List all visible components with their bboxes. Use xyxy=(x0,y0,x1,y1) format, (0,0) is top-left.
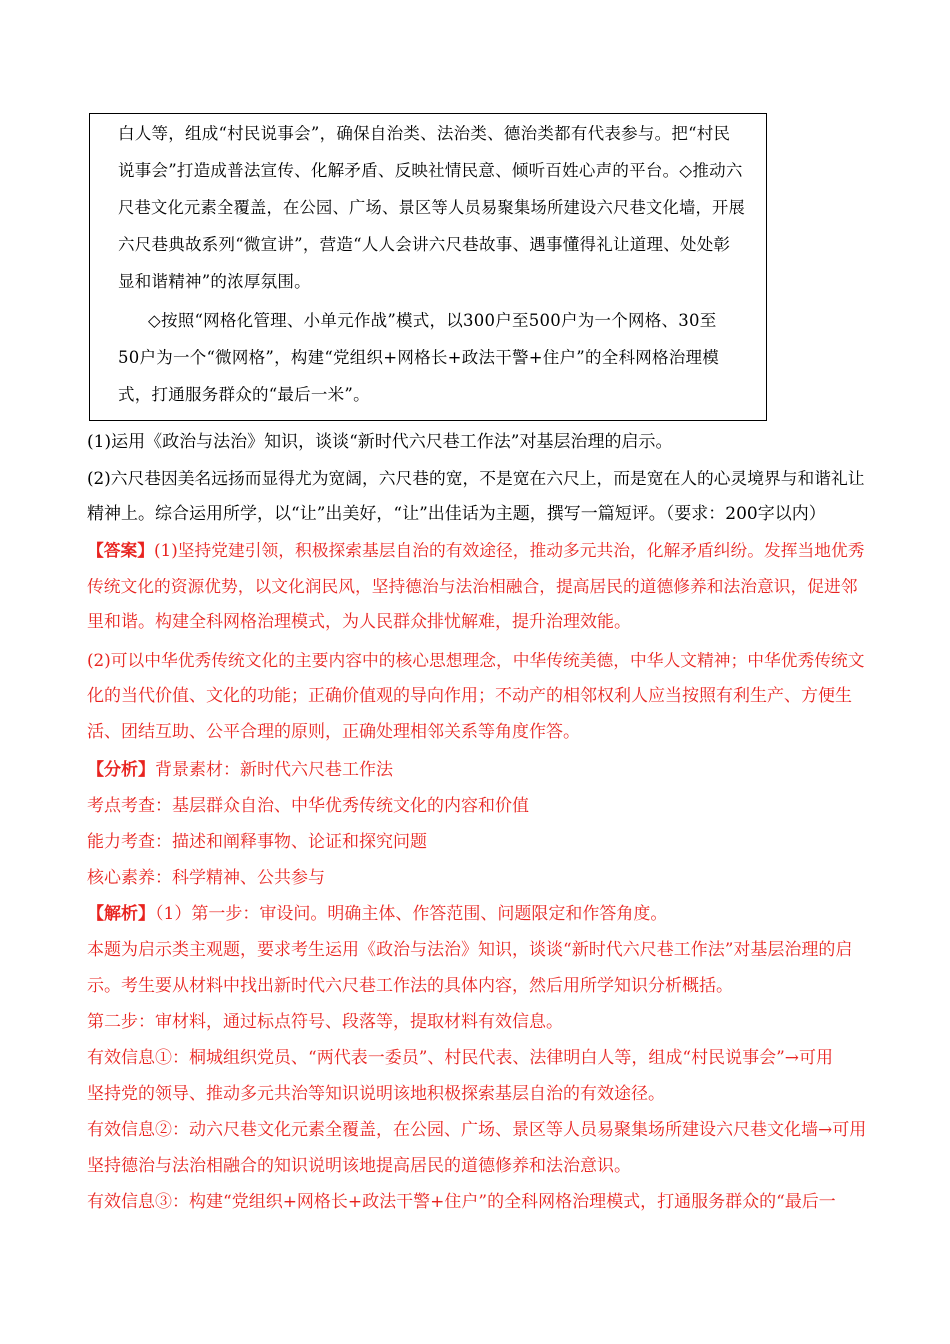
info-2-line: 坚持德治与法治相融合的知识说明该地提高居民的道德修养和法治意识。 xyxy=(87,1156,631,1176)
info-1-line: 有效信息①：桐城组织党员、“两代表一委员”、村民代表、法律明白人等，组成“村民说事会”→可用 xyxy=(87,1048,834,1068)
answer-line: 里和谐。构建全科网格治理模式，为人民群众排忧解难，提升治理效能。 xyxy=(87,612,631,632)
answer-line xyxy=(87,538,865,562)
explanation-line: 示。考生要从材料中找出新时代六尺巷工作法的具体内容，然后用所学知识分析概括。 xyxy=(87,976,733,996)
material-line: 式，打通服务群众的“最后一米”。 xyxy=(118,385,370,404)
explanation-step2: 第二步：审材料，通过标点符号、段落等，提取材料有效信息。 xyxy=(87,1012,563,1032)
material-line: ◇按照“网格化管理、小单元作战”模式，以300户至500户为一个网格、30至 xyxy=(148,311,717,330)
material-line: 白人等，组成“村民说事会”，确保自治类、法治类、德治类都有代表参与。把“村民 xyxy=(118,124,731,143)
analysis-points: 考点考查：基层群众自治、中华优秀传统文化的内容和价值 xyxy=(87,796,529,816)
info-1-line: 坚持党的领导、推动多元共治等知识说明该地积极探索基层自治的有效途径。 xyxy=(87,1084,665,1104)
info-3-line: 有效信息③：构建“党组织+网格长+政法干警+住户”的全科网格治理模式，打通服务群众的“最后一 xyxy=(87,1192,836,1212)
explanation-line xyxy=(87,902,667,926)
answer-line: 化的当代价值、文化的功能；正确价值观的导向作用；不动产的相邻权利人应当按照有利生产、方便生 xyxy=(87,686,852,706)
analysis-line xyxy=(87,758,393,782)
material-line: 尺巷文化元素全覆盖，在公园、广场、景区等人员易聚集场所建设六尺巷文化墙，开展 xyxy=(118,198,745,217)
material-line: 50户为一个“微网格”，构建“党组织+网格长+政法干警+住户”的全科网格治理模 xyxy=(118,348,719,367)
analysis-tag: 【分析】 xyxy=(87,760,155,780)
analysis-literacy: 核心素养：科学精神、公共参与 xyxy=(87,868,325,888)
answer-line: (2)可以中华优秀传统文化的主要内容中的核心思想理念，中华传统美德，中华人文精神；中华优秀传统文 xyxy=(87,650,865,670)
question-2-line: 精神上。综合运用所学，以“让”出美好，“让”出佳话为主题，撰写一篇短评。（要求：200字以内） xyxy=(87,504,826,524)
material-line: 说事会”打造成普法宣传、化解矛盾、反映社情民意、倾听百姓心声的平台。◇推动六 xyxy=(118,161,743,180)
material-line: 显和谐精神”的浓厚氛围。 xyxy=(118,272,311,291)
question-2-line: (2)六尺巷因美名远扬而显得尤为宽阔，六尺巷的宽，不是宽在六尺上，而是宽在人的心灵境界与和谐礼让 xyxy=(87,468,865,488)
analysis-ability: 能力考查：描述和阐释事物、论证和探究问题 xyxy=(87,832,427,852)
answer-tag: 【答案】 xyxy=(87,540,155,560)
material-line: 六尺巷典故系列“微宣讲”，营造“人人会讲六尺巷故事、遇事懂得礼让道理、处处彰 xyxy=(118,235,731,254)
explanation-tag: 【解析】 xyxy=(87,904,155,924)
analysis-background: 背景素材：新时代六尺巷工作法 xyxy=(155,760,393,780)
answer-line: 活、团结互助、公平合理的原则，正确处理相邻关系等角度作答。 xyxy=(87,722,580,742)
explanation-step1: （1）第一步：审设问。明确主体、作答范围、问题限定和作答角度。 xyxy=(155,904,668,924)
answer-text: (1)坚持党建引领，积极探索基层自治的有效途径，推动多元共治，化解矛盾纠纷。发挥当地优秀 xyxy=(154,540,865,560)
explanation-line: 本题为启示类主观题，要求考生运用《政治与法治》知识，谈谈“新时代六尺巷工作法”对基层治理的启 xyxy=(87,940,853,960)
answer-line: 传统文化的资源优势，以文化润民风，坚持德治与法治相融合，提高居民的道德修养和法治意识，促进邻 xyxy=(87,576,858,596)
info-2-line: 有效信息②：动六尺巷文化元素全覆盖，在公园、广场、景区等人员易聚集场所建设六尺巷文化墙→可用 xyxy=(87,1120,867,1140)
question-1: (1)运用《政治与法治》知识，谈谈“新时代六尺巷工作法”对基层治理的启示。 xyxy=(87,432,673,452)
